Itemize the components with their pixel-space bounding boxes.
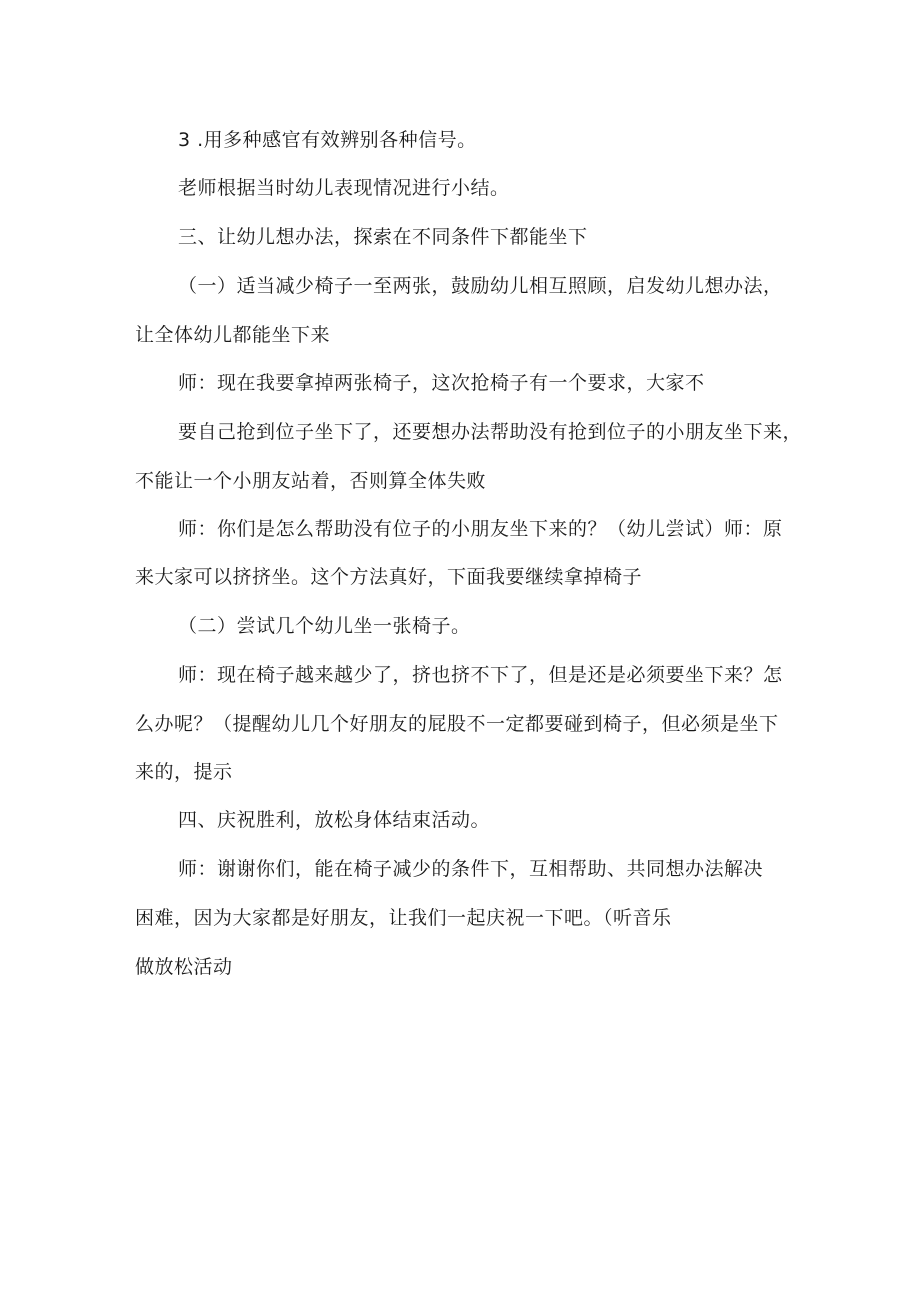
section-heading-4: 四、庆祝胜利，放松身体结束活动。: [178, 809, 491, 831]
text-line-5: 让全体幼儿都能坐下来: [135, 324, 331, 346]
text-line-16: 师：谢谢你们，能在椅子减少的条件下，互相帮助、共同想办法解决: [178, 858, 764, 880]
text-line-2: 老师根据当时幼儿表现情况进行小结。: [178, 177, 510, 199]
text-line-7: 要自己抢到位子坐下了，还要想办法帮助没有抢到位子的小朋友坐下来，: [178, 421, 803, 443]
text-line-1: 3 .用多种感官有效辨别各种信号。: [178, 129, 477, 151]
text-line-14: 来的，提示: [135, 761, 233, 783]
subsection-heading-2: （二）尝试几个幼儿坐一张椅子。: [178, 615, 471, 637]
text-line-9: 师：你们是怎么帮助没有位子的小朋友坐下来的？（幼儿尝试）师：原: [178, 518, 783, 540]
subsection-heading-1: （一）适当减少椅子一至两张，鼓励幼儿相互照顾，启发幼儿想办法，: [178, 275, 783, 297]
section-heading-3: 三、让幼儿想办法，探索在不同条件下都能坐下: [178, 226, 588, 248]
text-line-12: 师：现在椅子越来越少了，挤也挤不下了，但是还是必须要坐下来？怎: [178, 664, 783, 686]
text-line-8: 不能让一个小朋友站着，否则算全体失败: [135, 470, 487, 492]
text-line-10: 来大家可以挤挤坐。这个方法真好，下面我要继续拿掉椅子: [135, 566, 643, 588]
text-line-17: 困难，因为大家都是好朋友，让我们一起庆祝一下吧。（听音乐: [135, 907, 672, 929]
text-line-18: 做放松活动: [135, 956, 233, 978]
text-line-13: 么办呢？（提醒幼儿几个好朋友的屁股不一定都要碰到椅子，但必须是坐下: [135, 713, 779, 735]
text-line-6: 师：现在我要拿掉两张椅子，这次抢椅子有一个要求，大家不: [178, 372, 705, 394]
